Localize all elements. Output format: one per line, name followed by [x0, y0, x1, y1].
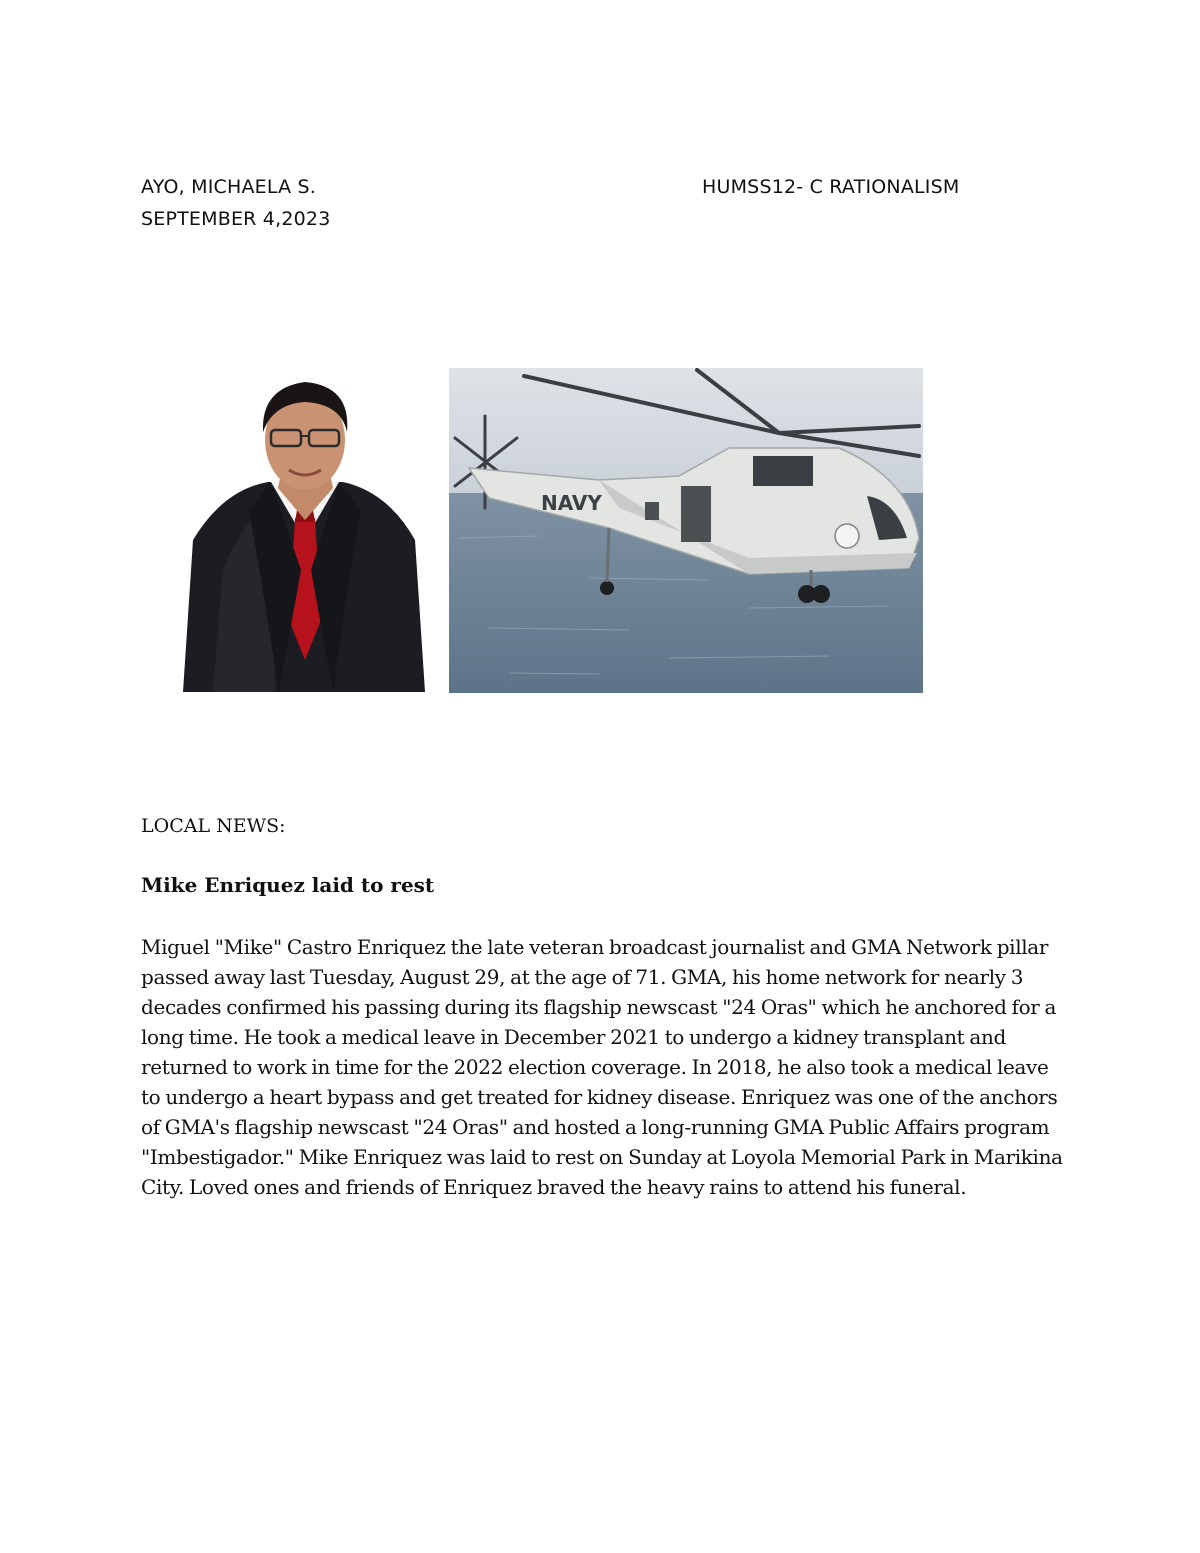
author-name: AYO, MICHAELA S.: [141, 176, 317, 198]
article-headline: Mike Enriquez laid to rest: [141, 873, 435, 897]
helicopter-photo: [449, 368, 923, 693]
article-body: Miguel "Mike" Castro Enriquez the late veteran broadcast journalist and GMA Network pillar passed away last Tuesday, August 29, at the age of 71. GMA, his home network for nearly 3 decades confirmed his passing during its flagship newscast "24 Oras" which he anchored for a long time. He took a medical leave in December 2021 to undergo a kidney transplant and returned to work in time for the 2022 election coverage. In 2018, he also took a medical leave to undergo a heart bypass and get treated for kidney disease. Enriquez was one of the anchors of GMA's flagship newscast "24 Oras" and hosted a long-running GMA Public Affairs program "Imbestigador." Mike Enriquez was laid to rest on Sunday at Loyola Memorial Park in Marikina City. Loved ones and friends of Enriquez braved the heavy rains to attend his funeral.: [141, 935, 1063, 1199]
document-date: SEPTEMBER 4,2023: [141, 208, 331, 230]
portrait-photo: [183, 370, 425, 692]
navy-label: NAVY: [541, 491, 602, 515]
section-label: LOCAL NEWS:: [141, 815, 286, 837]
class-section: HUMSS12- C RATIONALISM: [702, 176, 960, 198]
